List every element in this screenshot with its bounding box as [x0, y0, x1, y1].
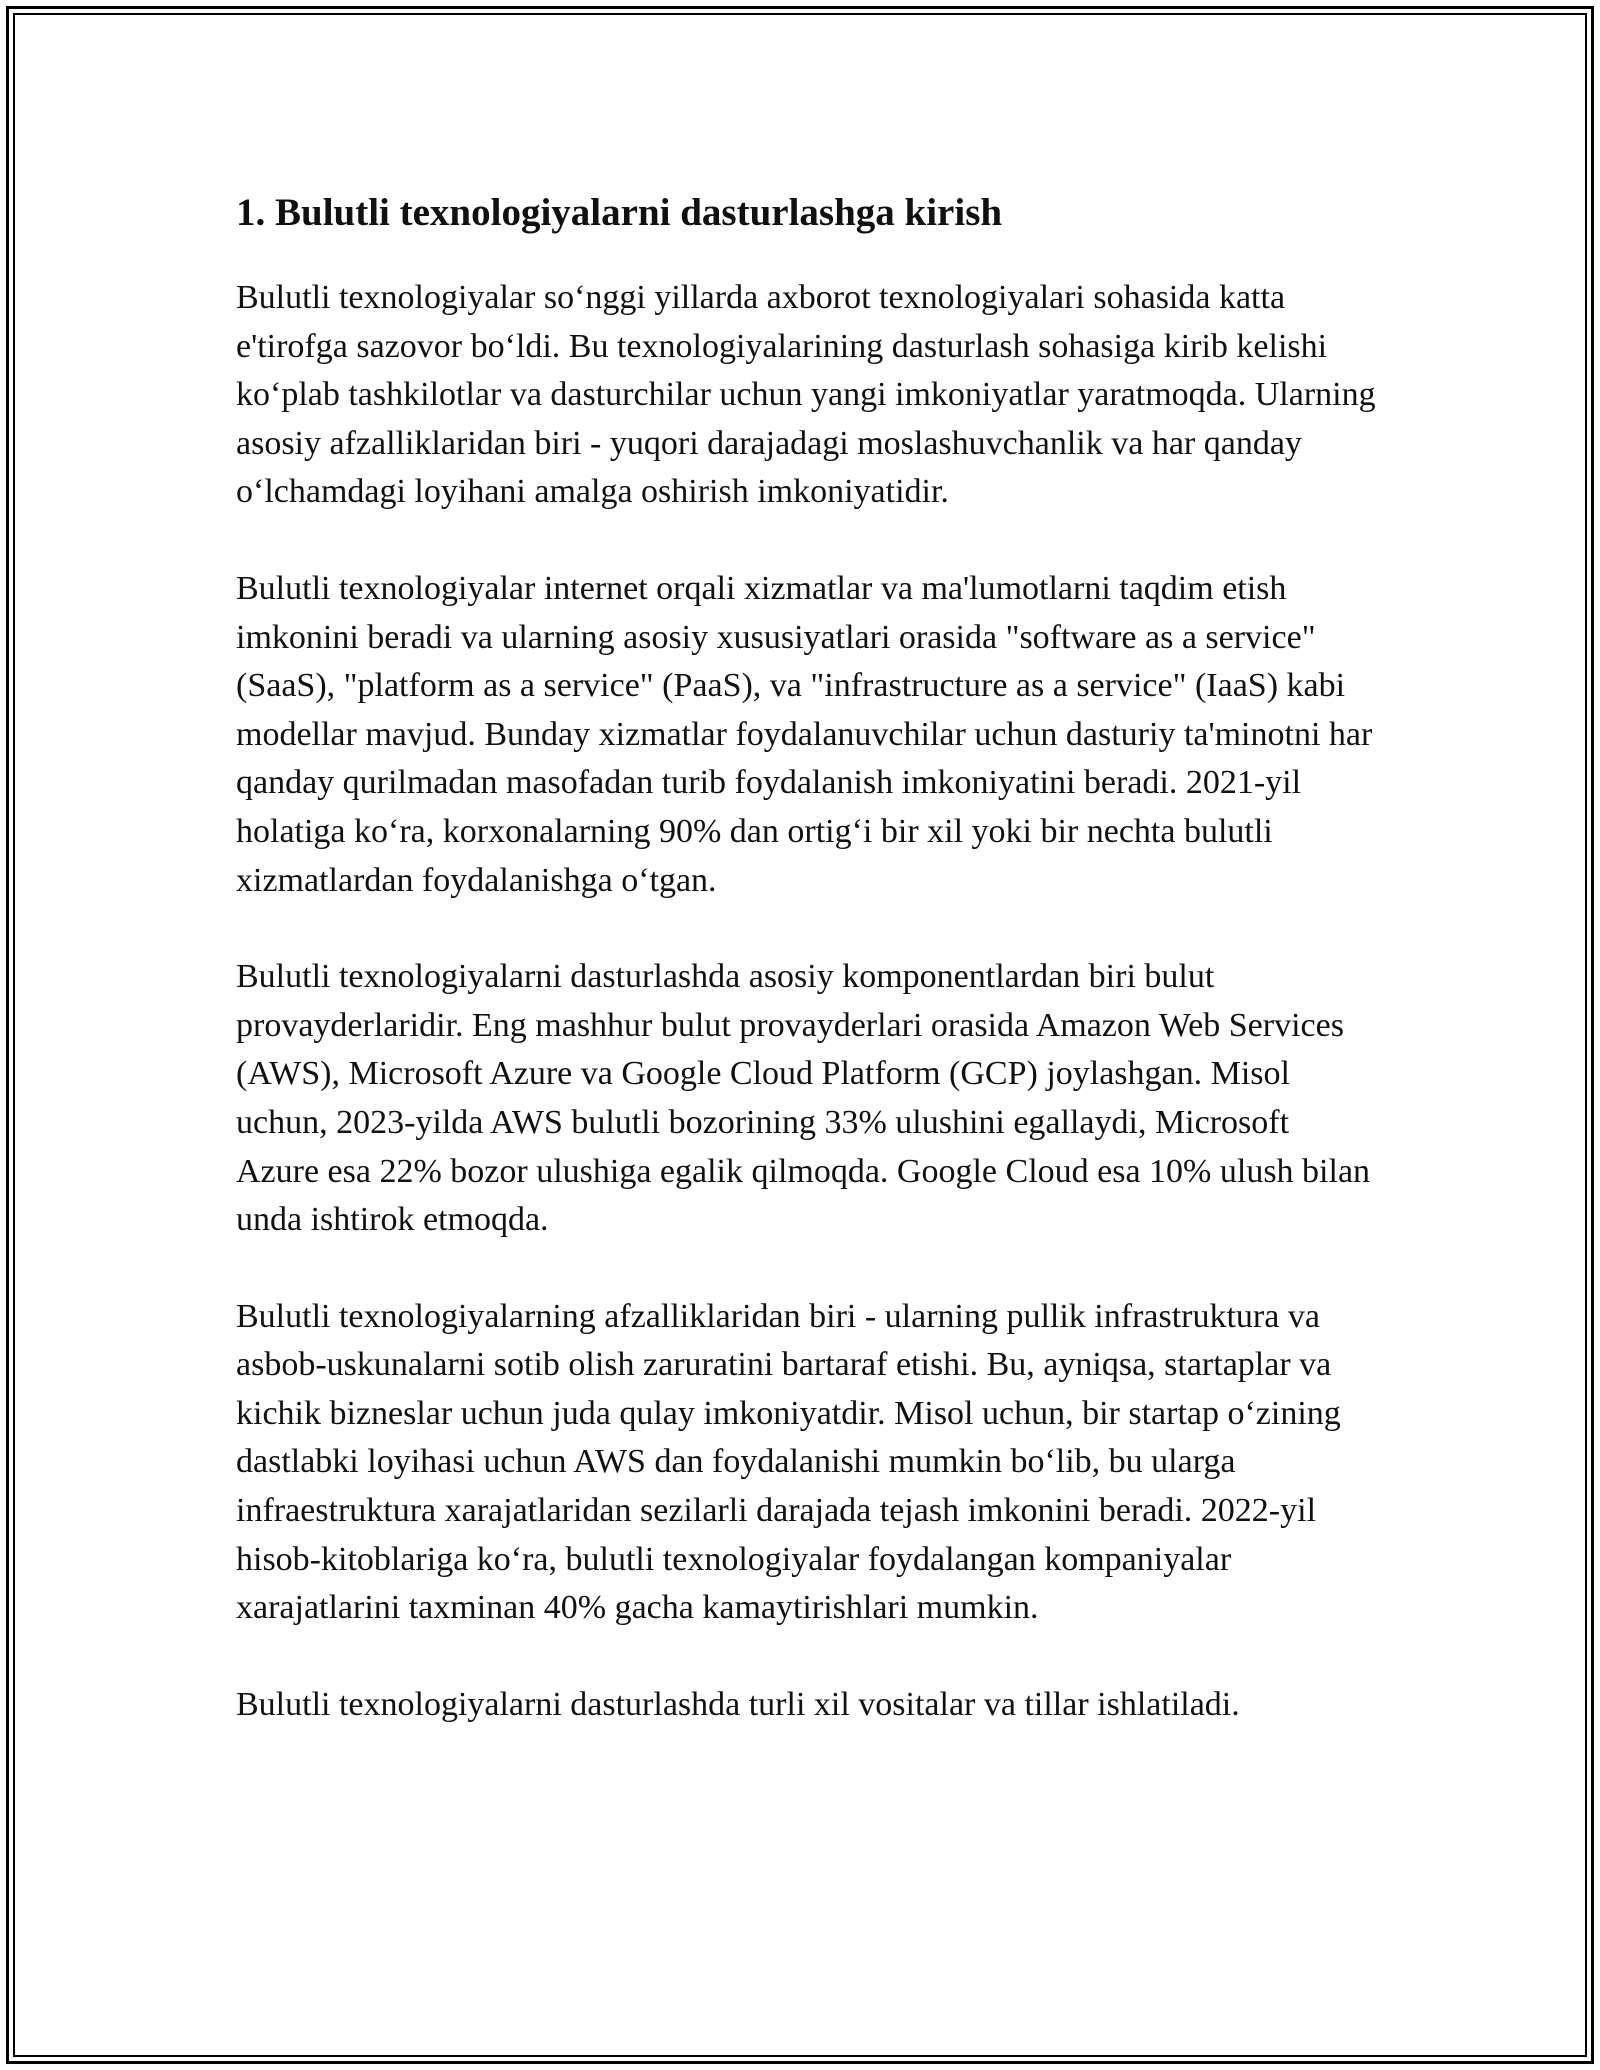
document-body — [236, 186, 1376, 1777]
paragraph-5: Bulutli texnologiyalarni dasturlashda turli xil vositalar va tillar ishlatiladi. — [236, 1685, 1240, 1723]
document-title: 1. Bulutli texnologiyalarni dasturlashga kirish — [236, 191, 1003, 234]
paragraph-1: Bulutli texnologiyalar so‘nggi yillarda axborot texnologiyalari sohasida katta e'tirofga sazovor bo‘ldi. Bu texnologiyalarining dasturlash sohasiga kirib kelishi ko‘plab tashkilotlar va dasturchilar uchun yangi imkoniyatlar yaratmoqda. Ularning asosiy afzalliklaridan biri - yuqori darajadagi moslashuvchanlik va har qanday o‘lchamdagi loyihani amalga oshirish imkoniyatidir. — [236, 279, 1376, 511]
paragraph-2: Bulutli texnologiyalar internet orqali xizmatlar va ma'lumotlarni taqdim etish imkonini beradi va ularning asosiy xususiyatlari orasida "software as a service" (SaaS), "platform as a service" (PaaS), va "infrastructure as a service" (IaaS) kabi modellar mavjud. Bunday xizmatlar foydalanuvchilar uchun dasturiy ta'minotni har qanday qurilmadan masofadan turib foydalanish imkoniyatini beradi. 2021-yil holatiga ko‘ra, korxonalarning 90% dan ortig‘i bir xil yoki bir nechta bulutli xizmatlardan foydalanishga o‘tgan. — [236, 569, 1373, 899]
paragraph-3: Bulutli texnologiyalarni dasturlashda asosiy komponentlardan biri bulut provayderlaridir. Eng mashhur bulut provayderlari orasida Amazon Web Services (AWS), Microsoft Azure va Google Cloud Platform (GCP) joylashgan. Misol uchun, 2023-yilda AWS bulutli bozorining 33% ulushini egallaydi, Microsoft Azure esa 22% bozor ulushiga egalik qilmoqda. Google Cloud esa 10% ulush bilan unda ishtirok etmoqda. — [236, 958, 1371, 1239]
paragraph-4: Bulutli texnologiyalarning afzalliklaridan biri - ularning pullik infrastruktura va asbob-uskunalarni sotib olish zaruratini bartaraf etishi. Bu, ayniqsa, startaplar va kichik bizneslar uchun juda qulay imkoniyatdir. Misol uchun, bir startap o‘zining dastlabki loyihasi uchun AWS dan foydalanishi mumkin bo‘lib, bu ularga infraestruktura xarajatlaridan sezilarli darajada tejash imkonini beradi. 2022-yil hisob-kitoblariga ko‘ra, bulutli texnologiyalar foydalangan kompaniyalar xarajatlarini taxminan 40% gacha kamaytirishlari mumkin. — [236, 1297, 1341, 1627]
